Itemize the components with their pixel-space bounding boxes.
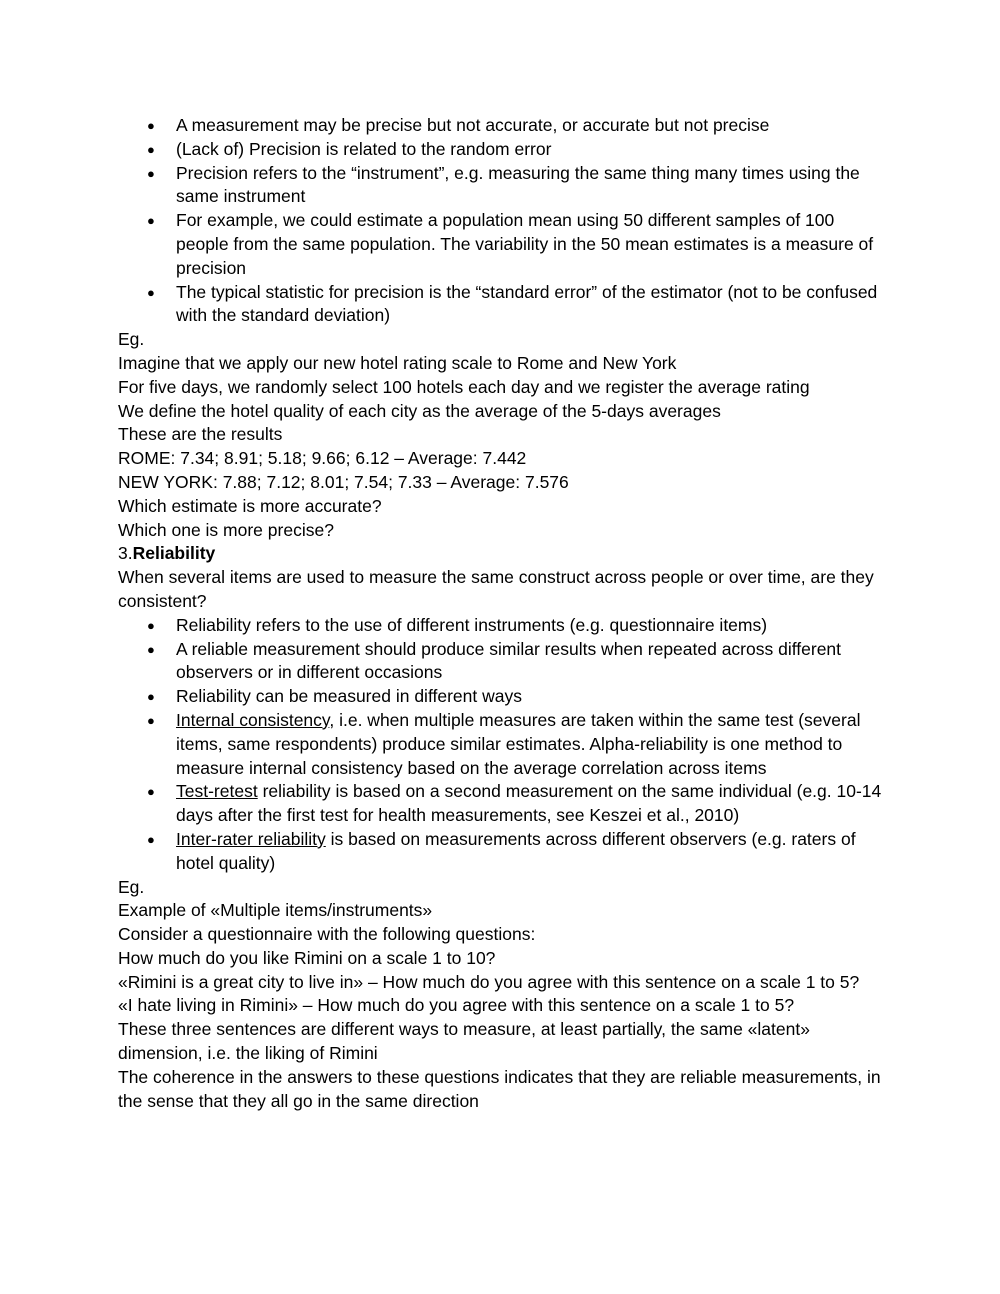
list-item: ● Precision refers to the “instrument”, e.g. measuring the same thing many times using the same instrument — [176, 162, 888, 210]
term-underlined: Test-retest — [176, 781, 258, 802]
example-label: Eg. — [118, 876, 145, 897]
question-line: Which estimate is more accurate? — [118, 495, 382, 516]
example-text-line: These are the results — [118, 424, 283, 445]
list-item: ● (Lack of) Precision is related to the random error — [176, 138, 888, 162]
example-text-line: For five days, we randomly select 100 hotels each day and we register the average rating — [118, 376, 810, 397]
section-intro: When several items are used to measure the same construct across people or over time, are they consistent? — [118, 567, 874, 611]
rome-results: ROME: 7.34; 8.91; 5.18; 9.66; 6.12 – Average: 7.442 — [118, 448, 527, 469]
example-text-line: Consider a questionnaire with the following questions: — [118, 924, 536, 945]
list-item — [176, 828, 888, 876]
list-item: ● Reliability refers to the use of different instruments (e.g. questionnaire items) — [176, 614, 888, 638]
example-text-line: These three sentences are different ways to measure, at least partially, the same «latent» dimension, i.e. the liking of Rimini — [118, 1019, 810, 1064]
questionnaire-item: «I hate living in Rimini» – How much do you agree with this sentence on a scale 1 to 5? — [118, 995, 795, 1016]
questionnaire-item: How much do you like Rimini on a scale 1 to 10? — [118, 947, 496, 968]
reliability-bullet-list — [118, 614, 888, 876]
question-line: Which one is more precise? — [118, 519, 334, 540]
example-text-line: Example of «Multiple items/instruments» — [118, 900, 433, 921]
example-text-line: The coherence in the answers to these questions indicates that they are reliable measurements, in the sense that they all go in the same direction — [118, 1066, 881, 1111]
term-underlined: Internal consistency — [176, 709, 330, 730]
questionnaire-item: «Rimini is a great city to live in» – How much do you agree with this sentence on a scale 1 to 5? — [118, 971, 860, 992]
list-item: ● Reliability can be measured in different ways — [176, 685, 888, 709]
example-label: Eg. — [118, 329, 145, 350]
list-item: ● The typical statistic for precision is the “standard error” of the estimator (not to be confused with the standard deviation) — [176, 281, 888, 329]
section-title: Reliability — [132, 543, 216, 564]
example-text-line: Imagine that we apply our new hotel rating scale to Rome and New York — [118, 352, 677, 373]
term-description: reliability is based on a second measurement on the same individual (e.g. 10-14 days after the first test for health measurements, see Keszei et al., 2010) — [176, 781, 882, 826]
term-description: is based on measurements across different observers (e.g. raters of hotel quality) — [176, 828, 856, 873]
list-item — [176, 709, 888, 780]
list-item: ● For example, we could estimate a population mean using 50 different samples of 100 people from the same population. The variability in the 50 mean estimates is a measure of precision — [176, 209, 888, 280]
term-underlined: Inter-rater reliability — [176, 828, 326, 849]
example-text-line: We define the hotel quality of each city as the average of the 5-days averages — [118, 400, 721, 421]
term-description: , i.e. when multiple measures are taken within the same test (several items, same respondents) produce similar estimates. Alpha-reliability is one method to measure internal consistency based on the average correlation across items — [176, 709, 861, 778]
list-item: ● A measurement may be precise but not accurate, or accurate but not precise — [176, 114, 888, 138]
list-item — [176, 780, 888, 828]
new-york-results: NEW YORK: 7.88; 7.12; 8.01; 7.54; 7.33 – Average: 7.576 — [118, 471, 569, 492]
section-heading — [118, 542, 888, 566]
section-number: 3. — [118, 543, 133, 564]
precision-bullet-list — [118, 114, 888, 328]
list-item: ● A reliable measurement should produce similar results when repeated across different observers or in different occasions — [176, 638, 888, 686]
